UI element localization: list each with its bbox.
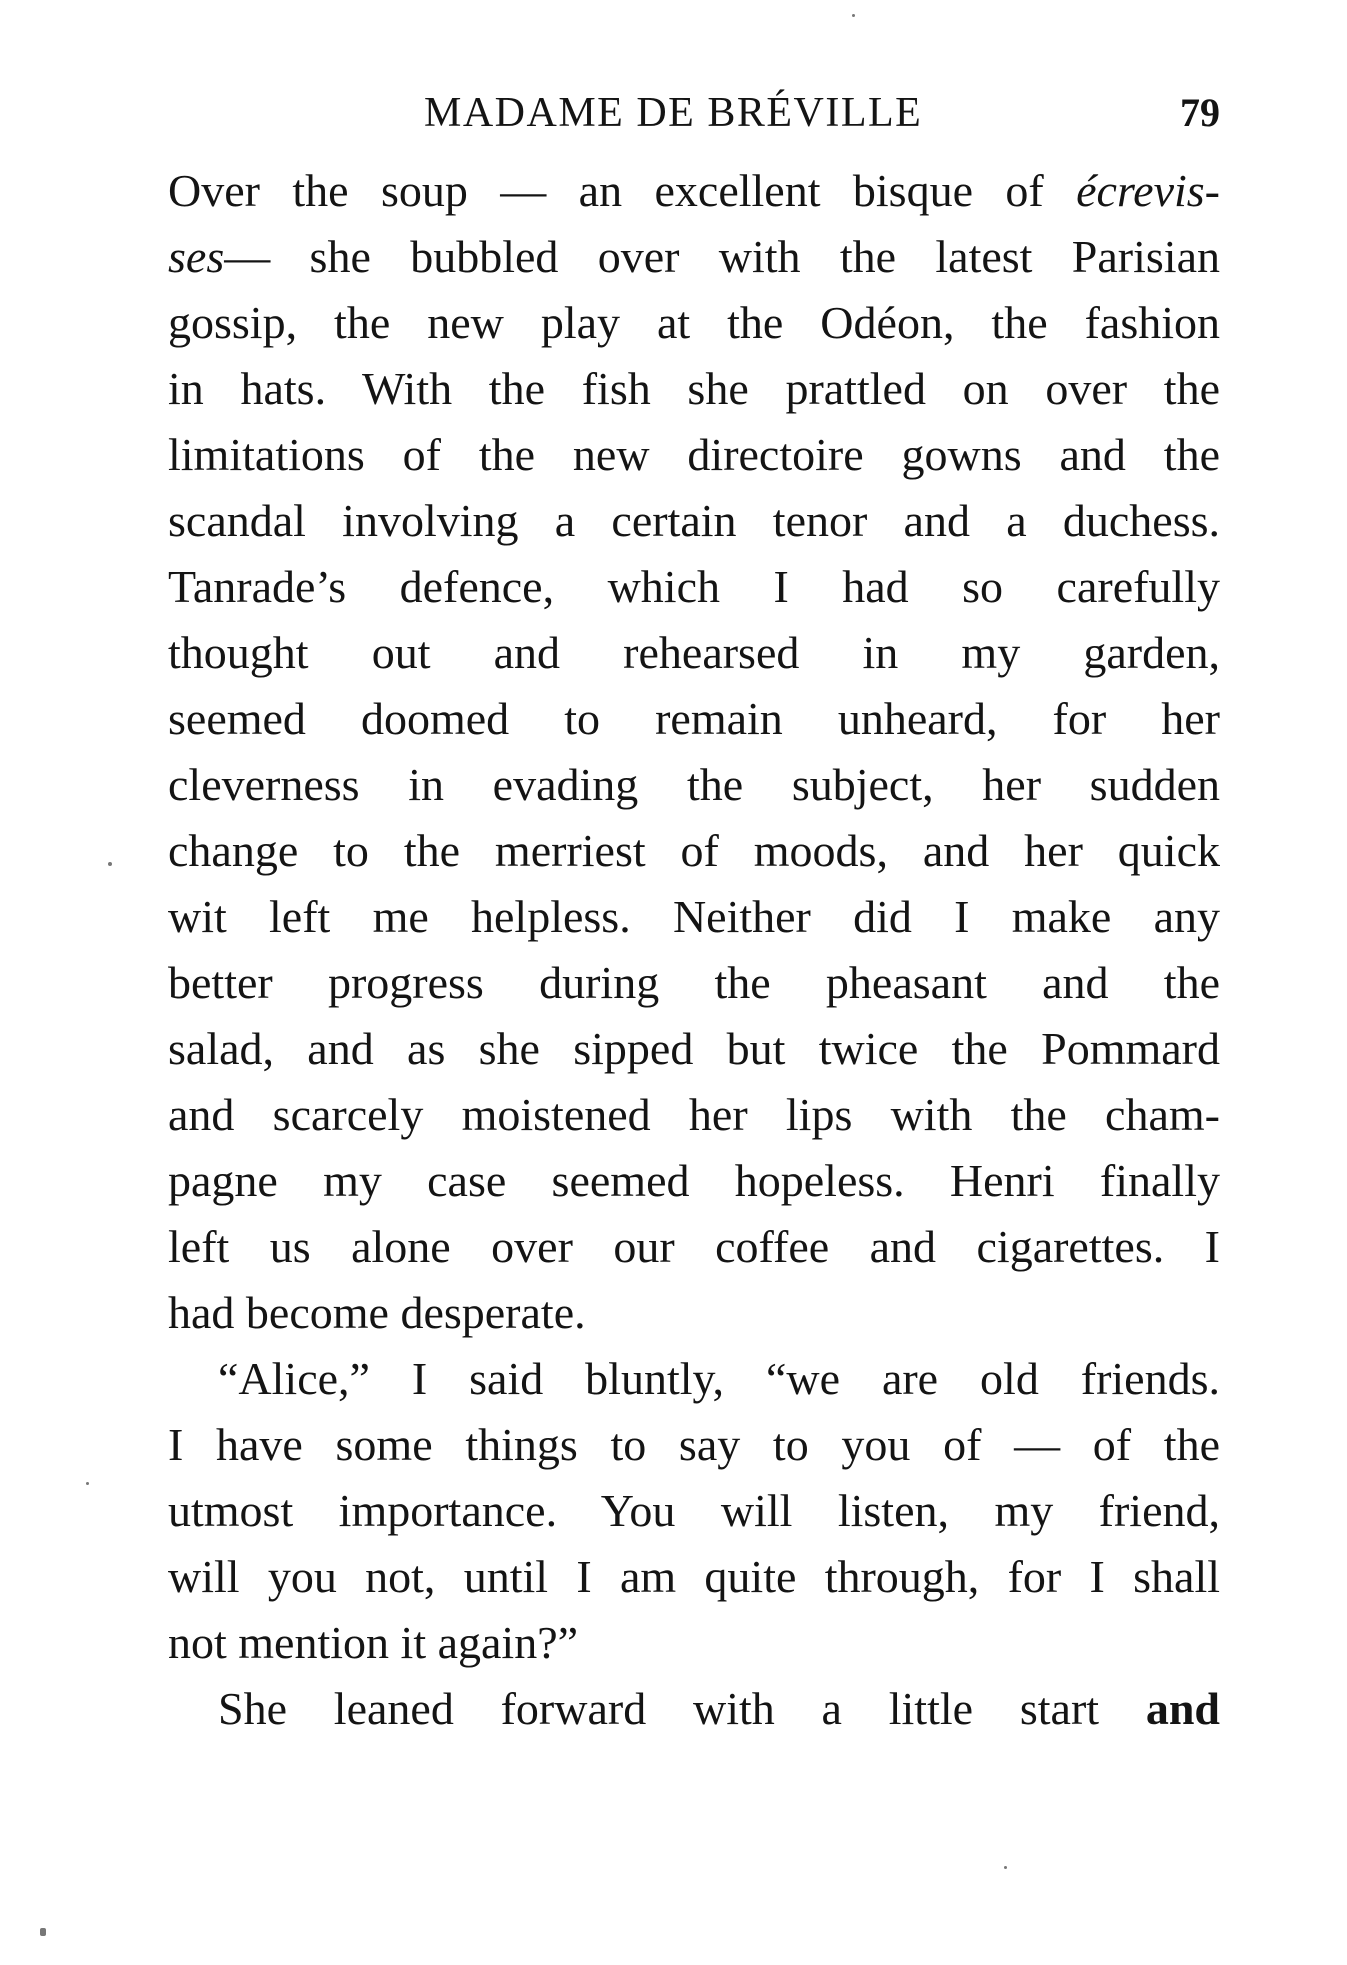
text-line: I have some things to say to you of — of the — [168, 1419, 1220, 1470]
scan-speck — [852, 14, 855, 17]
scan-speck — [1004, 1866, 1007, 1869]
paragraph-start-line: She leaned forward with a little start and — [218, 1683, 1220, 1734]
text-line: ses— she bubbled over with the latest Parisian — [168, 231, 1220, 282]
body-text — [168, 158, 1220, 1742]
text-line: left us alone over our coffee and cigarettes. I — [168, 1221, 1220, 1272]
paragraph-end-line: not mention it again?” — [168, 1617, 579, 1668]
text-line: and scarcely moistened her lips with the cham- — [168, 1089, 1220, 1140]
text-line: gossip, the new play at the Odéon, the fashion — [168, 297, 1220, 348]
text-line: scandal involving a certain tenor and a duchess. — [168, 495, 1220, 546]
text-line: thought out and rehearsed in my garden, — [168, 627, 1220, 678]
paragraph-end-line: had become desperate. — [168, 1287, 586, 1338]
text-line: Over the soup — an excellent bisque of écrevis- — [168, 165, 1220, 216]
scan-speck — [108, 862, 112, 866]
scan-speck — [86, 1482, 89, 1485]
text-line: wit left me helpless. Neither did I make any — [168, 891, 1220, 942]
text-line: salad, and as she sipped but twice the Pommard — [168, 1023, 1220, 1074]
text-line: in hats. With the fish she prattled on over the — [168, 363, 1220, 414]
running-head — [168, 88, 1220, 138]
running-title: MADAME DE BRÉVILLE — [424, 90, 923, 136]
text-line: limitations of the new directoire gowns and the — [168, 429, 1220, 480]
text-line: Tanrade’s defence, which I had so carefully — [168, 561, 1220, 612]
text-line: utmost importance. You will listen, my friend, — [168, 1485, 1220, 1536]
text-line: change to the merriest of moods, and her quick — [168, 825, 1220, 876]
text-line: pagne my case seemed hopeless. Henri finally — [168, 1155, 1220, 1206]
paragraph-start-line: “Alice,” I said bluntly, “we are old friends. — [218, 1353, 1220, 1404]
text-line: cleverness in evading the subject, her sudden — [168, 759, 1220, 810]
page-number: 79 — [1180, 90, 1220, 135]
text-line: will you not, until I am quite through, for I shall — [168, 1551, 1220, 1602]
text-line: better progress during the pheasant and the — [168, 957, 1220, 1008]
text-line: seemed doomed to remain unheard, for her — [168, 693, 1220, 744]
scan-speck — [40, 1928, 46, 1936]
